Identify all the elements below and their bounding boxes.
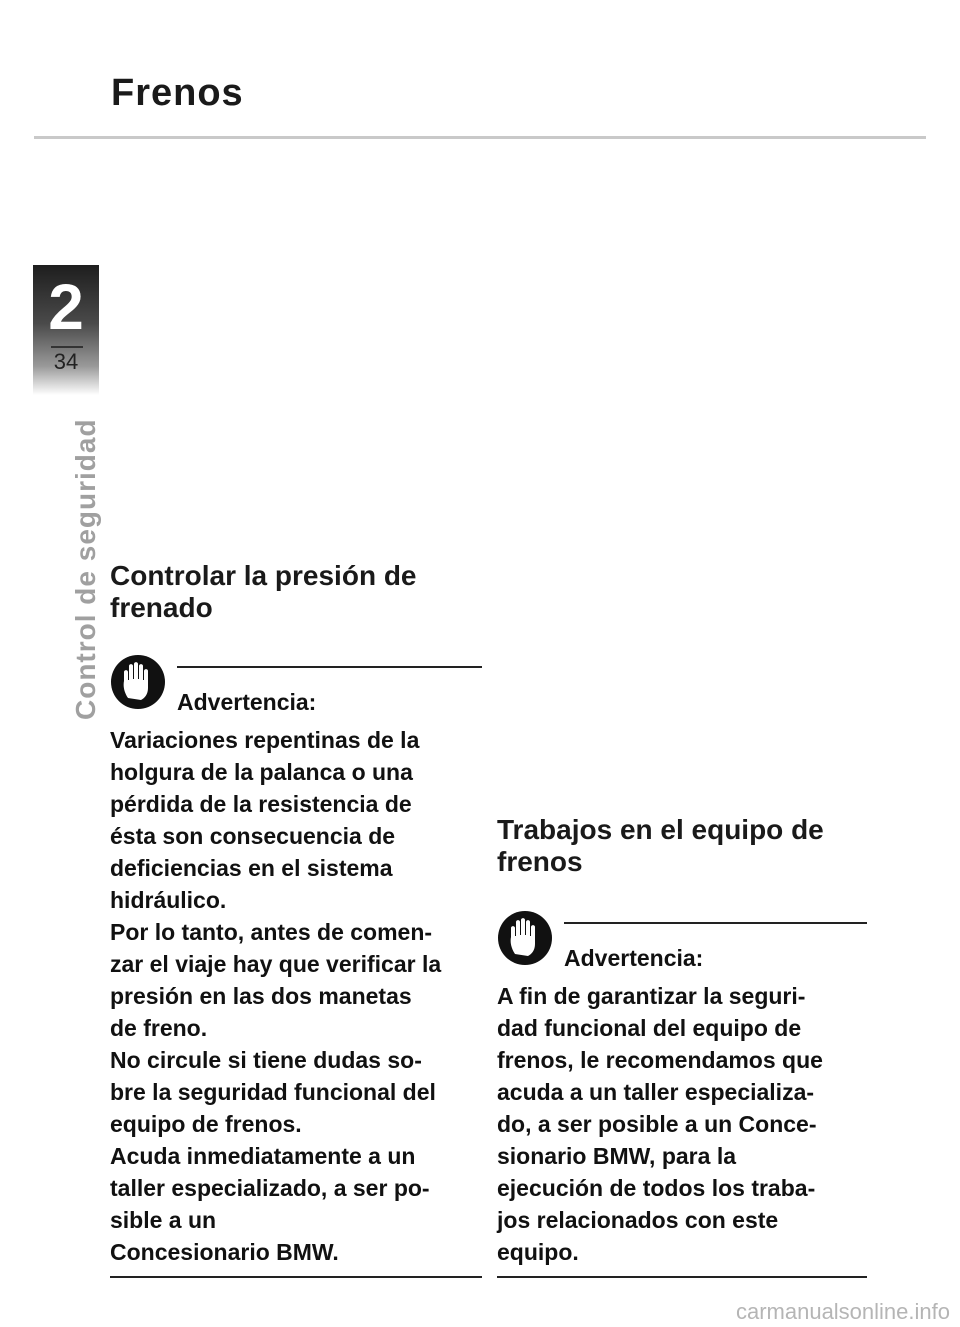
title-divider — [34, 136, 926, 139]
chapter-divider — [51, 346, 83, 348]
watermark[interactable]: carmanualsonline.info — [735, 1299, 950, 1324]
warning-text: Variaciones repentinas de la holgura de la palanca o una pérdida de la resistencia de ésta son consecuencia de deficiencias en el sistema hidráulico. Por lo tanto, antes de comen- zar el viaje hay que verificar la presión en las dos manetas de freno. No circule si tiene dudas so- bre la seguridad funcional del equipo de frenos. Acuda inmediatamente a un taller especializado, a ser po- sible a un Concesionario BMW. — [110, 727, 442, 1265]
warning-text: A fin de garantizar la seguri- dad funcional del equipo de frenos, le recomendamos que acuda a un taller especializa- do, a ser posible a un Conce- sionario BMW, para la ejecución de todos los traba- jos relacionados con este equipo. — [497, 983, 823, 1265]
page-title: Frenos — [111, 72, 244, 114]
warning-header — [110, 666, 482, 724]
section-end-rule — [497, 1276, 867, 1278]
section-side-label: Control de seguridad — [70, 418, 101, 720]
chapter-number: 2 — [48, 271, 84, 343]
warning-label: Advertencia: — [564, 945, 704, 971]
section-brake-pressure — [110, 560, 482, 1278]
section-heading: Controlar la presión de frenado — [110, 560, 417, 623]
chapter-tab — [33, 265, 99, 395]
warning-header — [497, 922, 867, 980]
hand-stop-icon — [497, 910, 553, 966]
warning-rule — [177, 666, 482, 668]
warning-label: Advertencia: — [177, 689, 317, 715]
section-end-rule — [110, 1276, 482, 1278]
warning-rule — [564, 922, 867, 924]
page-number: 34 — [53, 349, 79, 374]
section-brake-work — [497, 814, 867, 1278]
hand-stop-icon — [110, 654, 166, 710]
section-heading: Trabajos en el equipo de frenos — [497, 814, 824, 877]
